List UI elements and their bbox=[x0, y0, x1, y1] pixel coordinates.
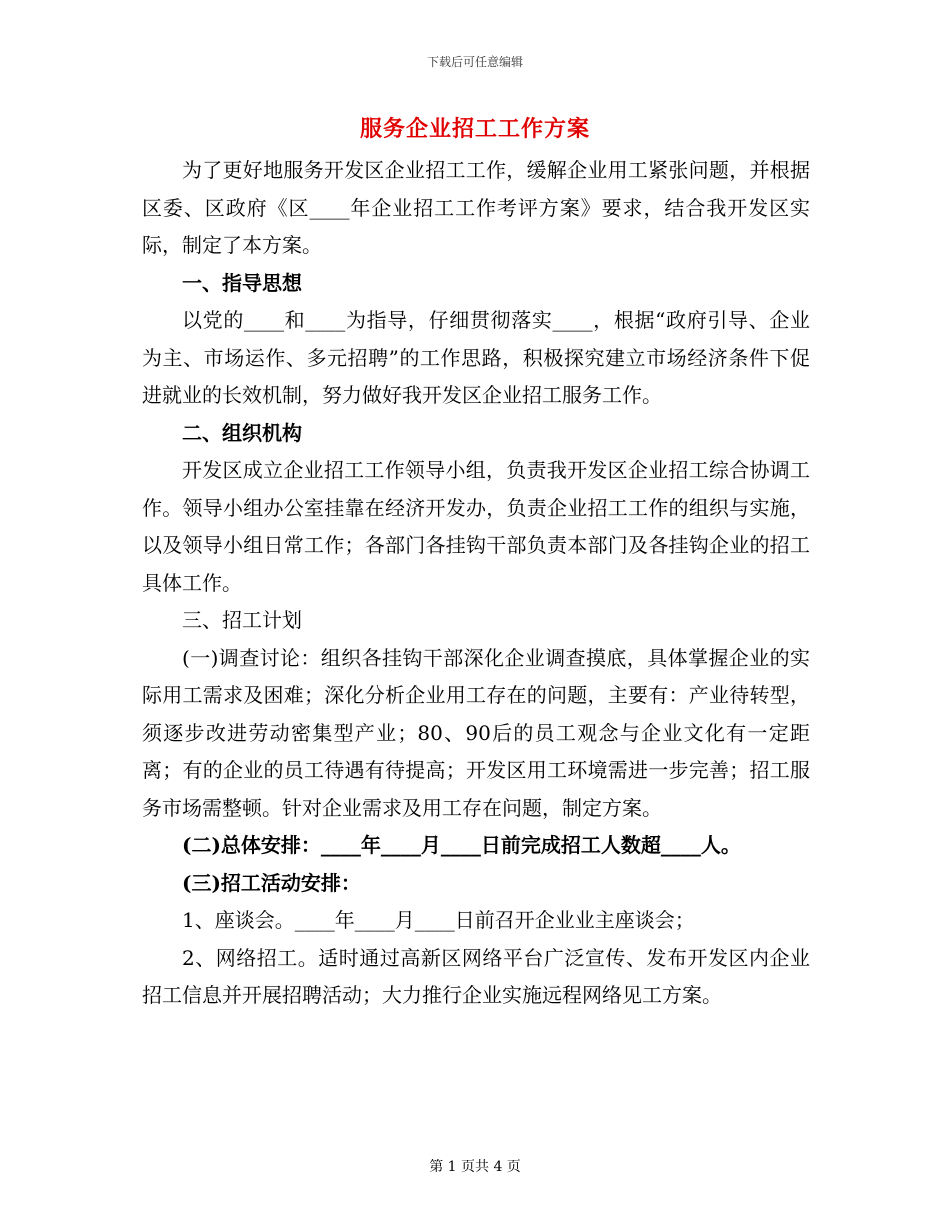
overall-arrangement: (二)总体安排：____年____月____日前完成招工人数超____人。 bbox=[182, 833, 741, 857]
intro-paragraph: 为了更好地服务开发区企业招工工作，缓解企业用工紧张问题，并根据区委、区政府《区____年企业招工工作考评方案》要求，结合我开发区实际，制定了本方案。 bbox=[142, 158, 810, 257]
activity-arrangement-heading: (三)招工活动安排： bbox=[182, 870, 361, 895]
document-title: 服务企业招工工作方案 bbox=[359, 116, 590, 142]
guiding-thought-paragraph: 以党的____和____为指导，仔细贯彻落实____，根据“政府引导、企业为主、市场运作、多元招聘”的工作思路，积极探究建立市场经济条件下促进就业的长效机制，努力做好我开发区企业招工服务工作。 bbox=[142, 308, 810, 407]
activity-item-1: 1、座谈会。____年____月____日前召开企业业主座谈会； bbox=[182, 908, 695, 932]
section-heading-2: 二、组织机构 bbox=[182, 420, 302, 445]
page-footer: 第 1 页共 4 页 bbox=[429, 1159, 521, 1175]
section-heading-1: 一、指导思想 bbox=[182, 270, 302, 295]
activity-item-2: 2、网络招工。适时通过高新区网络平台广泛宣传、发布开发区内企业招工信息并开展招聘活动；大力推行企业实施远程网络见工方案。 bbox=[142, 945, 810, 1007]
survey-paragraph: (一)调查讨论：组织各挂钩干部深化企业调查摸底，具体掌握企业的实际用工需求及困难；深化分析企业用工存在的问题，主要有：产业待转型，须逐步改进劳动密集型产业；80、90后的员工观念与企业文化有一定距离；有的企业的员工待遇有待提高；开发区用工环境需进一步完善；招工服务市场需整顿。针对企业需求及用工存在问题，制定方案。 bbox=[142, 645, 810, 820]
document-body bbox=[142, 152, 810, 1015]
section-heading-3: 三、招工计划 bbox=[182, 608, 302, 632]
header-note: 下载后可任意编辑 bbox=[426, 55, 523, 69]
organization-paragraph: 开发区成立企业招工工作领导小组，负责我开发区企业招工综合协调工作。领导小组办公室挂靠在经济开发办，负责企业招工工作的组织与实施，以及领导小组日常工作；各部门各挂钩干部负责本部门及各挂钩企业的招工具体工作。 bbox=[142, 458, 810, 595]
